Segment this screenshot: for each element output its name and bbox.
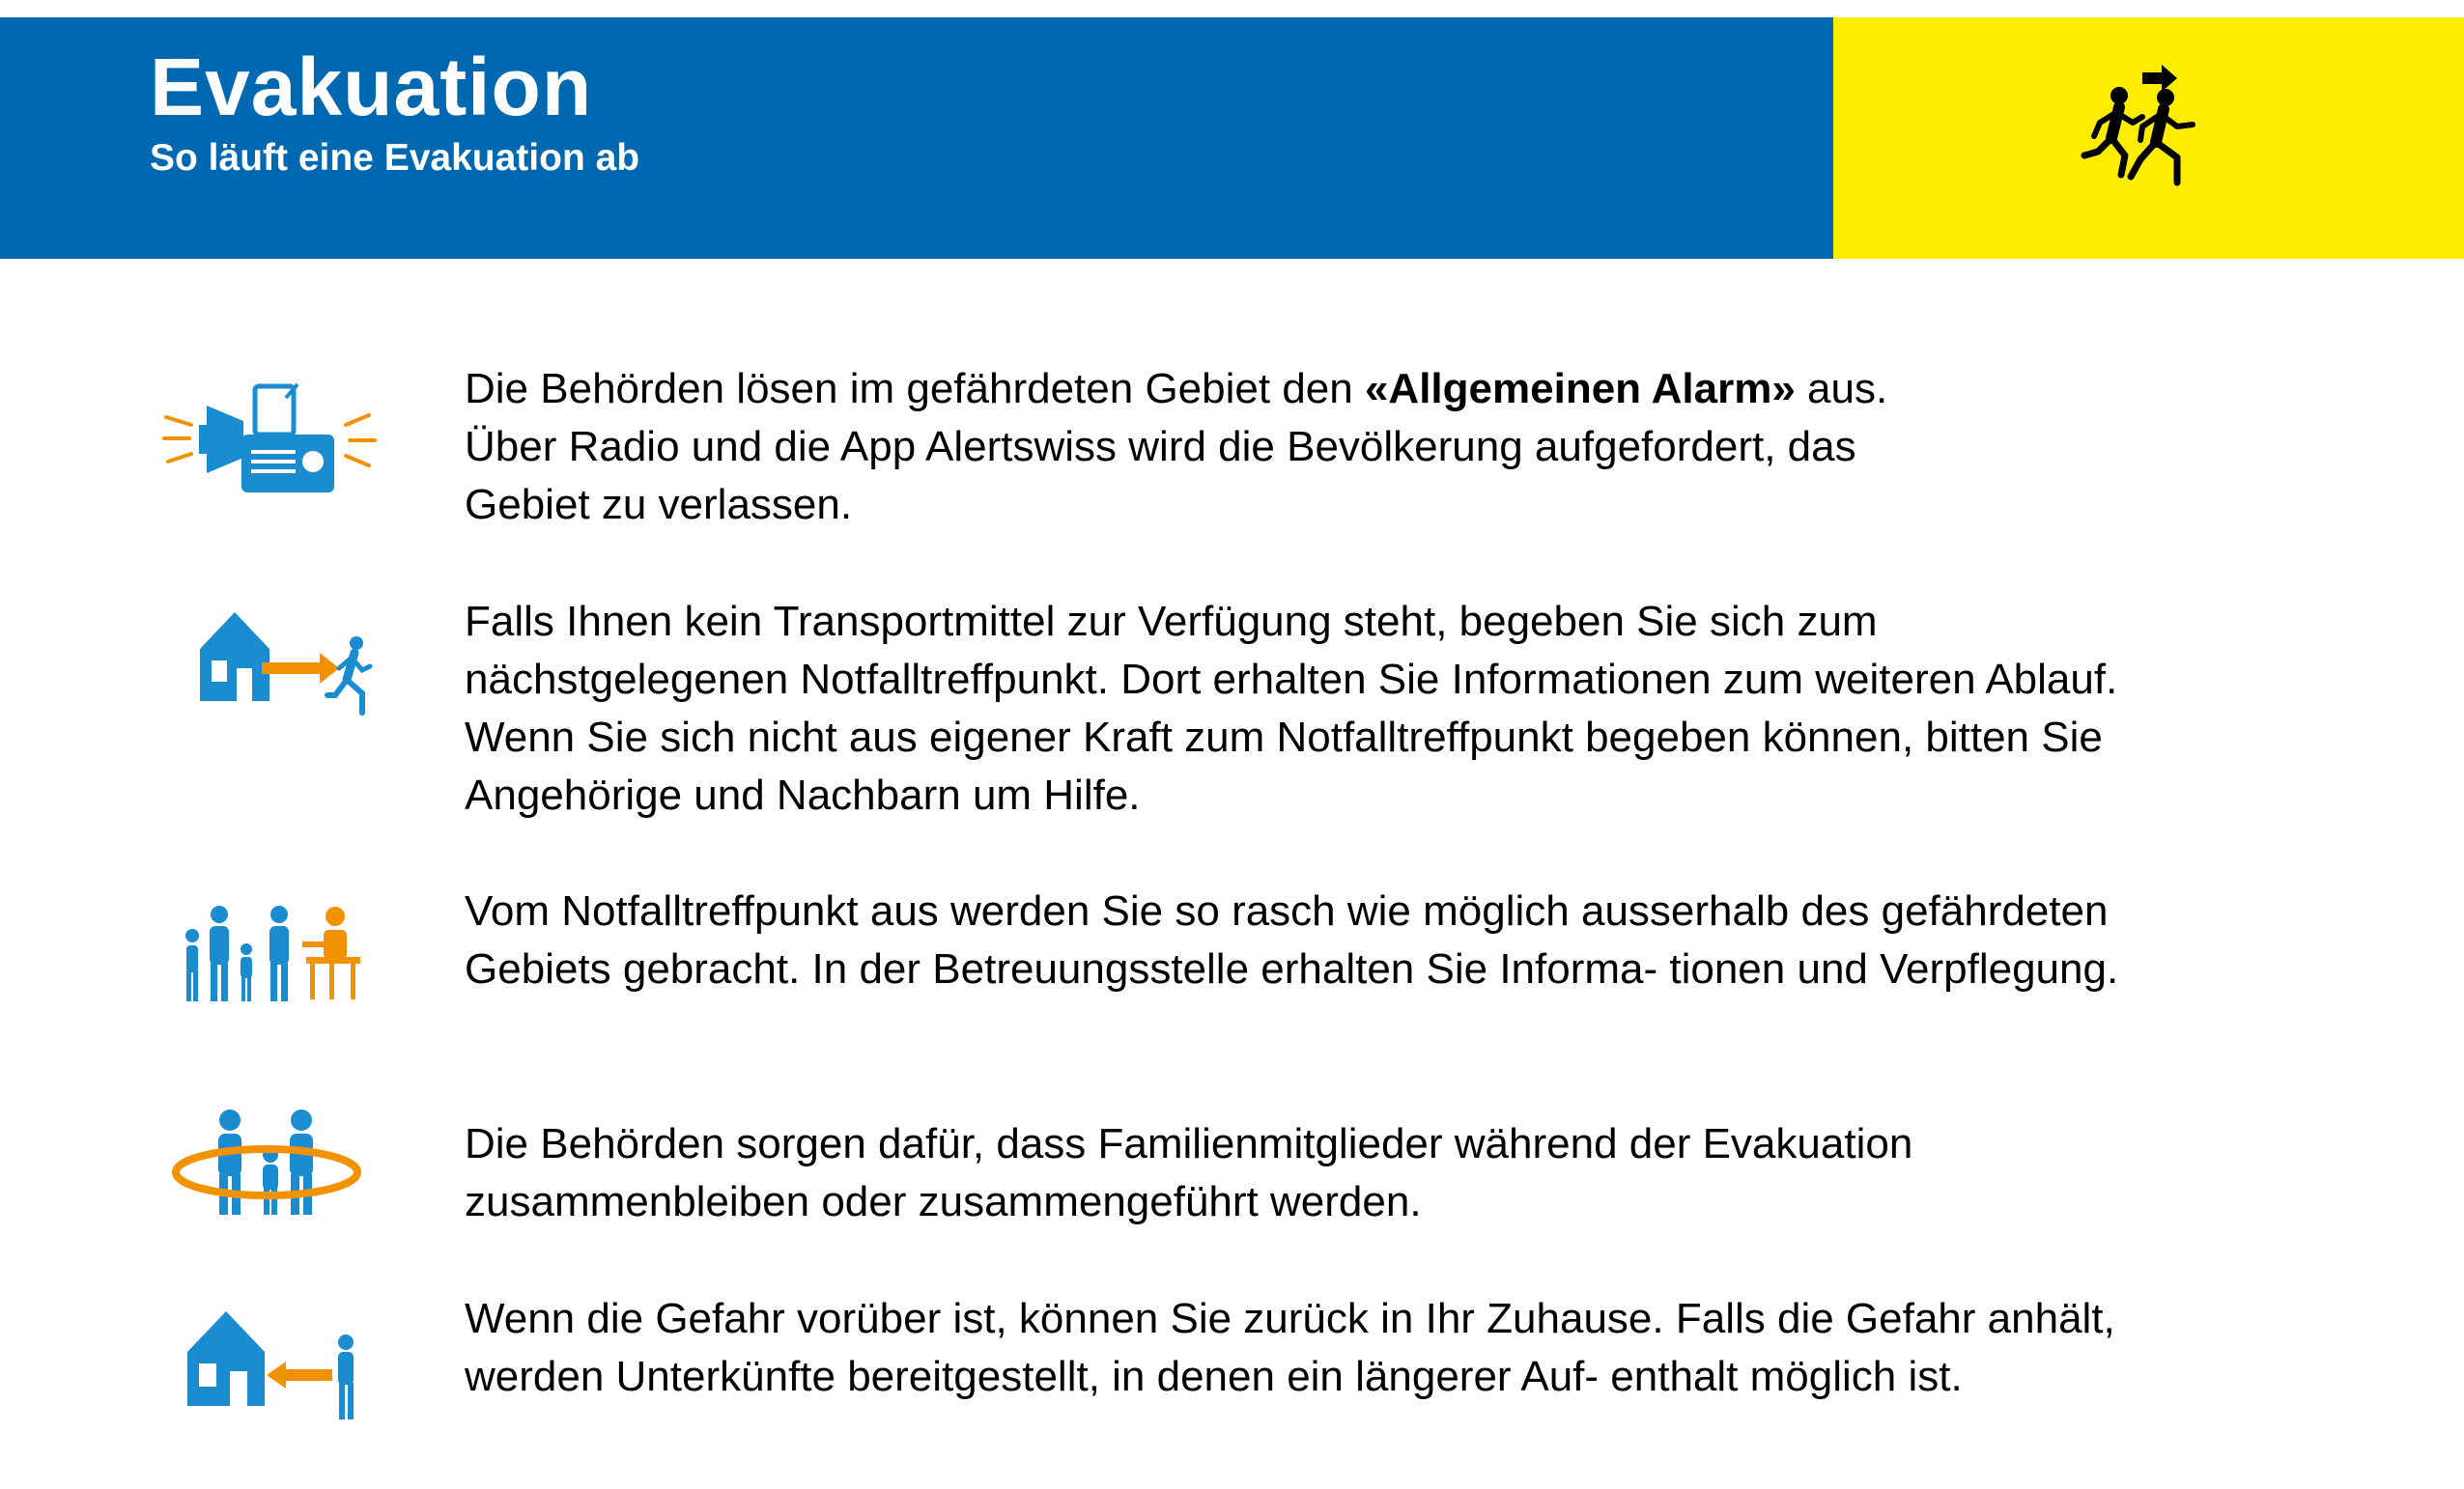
step-alarm-text-part: aus. Über Radio und die App Alertswiss wird die Bevölkerung aufgefordert, das Gebiet zu verlassen. <box>465 365 1888 528</box>
step-alarm-text <box>465 360 2165 534</box>
care-center-icon <box>179 903 362 1009</box>
page-subtitle: So läuft eine Evakuation ab <box>150 137 640 179</box>
family-together-icon <box>170 1107 368 1218</box>
page-title: Evakuation <box>150 42 593 132</box>
evacuation-runners-icon <box>2077 63 2222 208</box>
leave-house-icon <box>198 608 377 719</box>
step-care-center-text: Vom Notfalltreffpunkt aus werden Sie so rasch wie möglich ausserhalb des gefährdeten Gebiets gebracht. In der Betreuungsstelle erhalten Sie Informa- tionen und Verpflegung. <box>465 887 2119 993</box>
return-home-icon <box>185 1309 369 1425</box>
step-family-together-text: Die Behörden sorgen dafür, dass Familienmitglieder während der Evakuation zusammenbleiben oder zusammengeführt werden. <box>465 1120 1913 1225</box>
step-meeting-point-text: Falls Ihnen kein Transportmittel zur Verfügung steht, begeben Sie sich zum nächstgelegenen Notfalltreffpunkt. Dort erhalten Sie Informationen zum weiteren Ablauf. Wenn Sie sich nicht aus eigener Kraft zum Notfalltreffpunkt begeben können, bitten Sie Angehörige und Nachbarn um Hilfe. <box>465 598 2118 819</box>
step-alarm-text-part: Die Behörden lösen im gefährdeten Gebiet den <box>465 365 1365 412</box>
step-alarm-text-bold: «Allgemeinen Alarm» <box>1364 365 1796 412</box>
step-return-home-text: Wenn die Gefahr vorüber ist, können Sie zurück in Ihr Zuhause. Falls die Gefahr anhält, werden Unterkünfte bereitgestellt, in denen ein längerer Auf- enthalt möglich ist. <box>465 1295 2115 1400</box>
radio-alarm-icon <box>162 379 377 504</box>
